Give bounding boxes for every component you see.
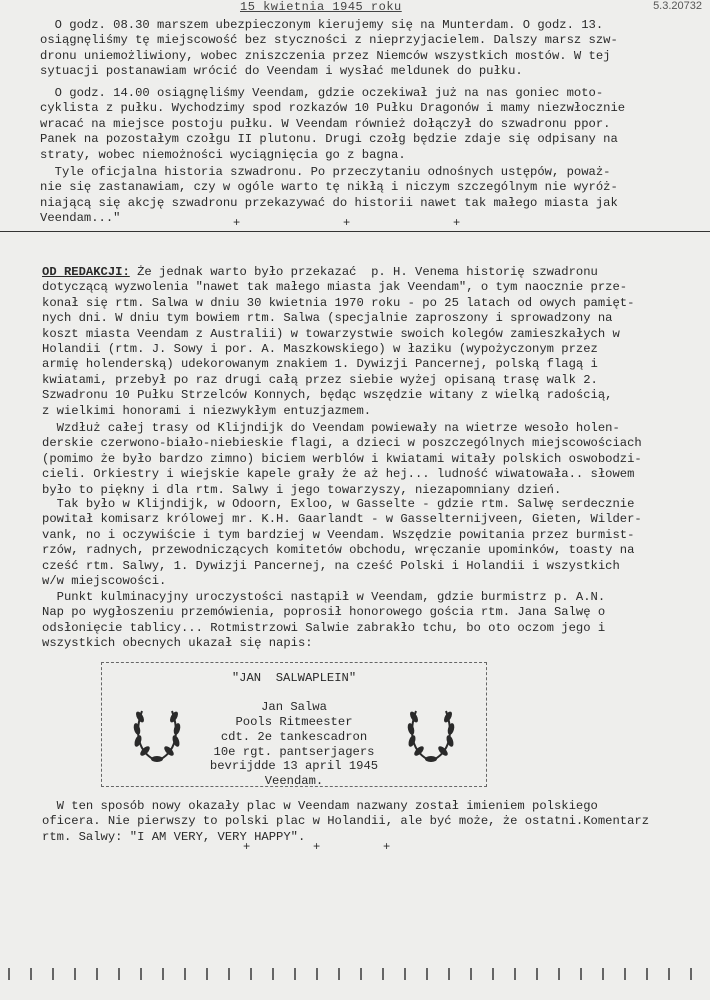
page-edge-ticks <box>0 968 710 988</box>
separator-mark: + <box>233 216 241 230</box>
plaque-line: bevrijdde 13 april 1945 <box>209 759 379 774</box>
closing-paragraph: W ten sposób nowy okazały plac w Veendam nazwany został imieniem polskiego oficera. Nie pierwszy to polski plac w Holandii, ale być może, że ostatni.Komentarz rtm. Salwy: "I AM VERY, VERY HAPPY". <box>42 799 650 844</box>
editorial-paragraph-4: Punkt kulminacyjny uroczystości nastąpił w Veendam, gdzie burmistrz p. A.N. Nap po wygłoszeniu przemówienia, poprosił honorowego gościa rtm. Jana Salwę o odsłonięcie tablicy... Rotmistrzowi Salwie zabrakło tchu, bo oto oczom jego i wszystkich obecnych ukazał się napis: <box>42 590 606 651</box>
plaque-line: "JAN SALWAPLEIN" <box>231 671 357 685</box>
separator-mark: + <box>343 216 351 230</box>
editorial-paragraph-2: Wzdłuż całej trasy od Klijndijk do Veendam powiewały na wietrze wesoło holen- derskie czerwono-biało-niebieskie flagi, a dzieci w poszczególnych miejscowościach (pomimo że było bardzo zimno) biciem werblów i kwiatami witały polskich oswobodzi- cieli. Orkiestry i wiejskie kapele grały że aż hej... ludność wiwatowała.. słowem było to piękny i dla rtm. Salwy i jego towarzyszy, niezapomniany dzień. <box>42 421 642 497</box>
plaque-line: 10e rgt. pantserjagers <box>213 744 375 759</box>
laurel-wreath-icon <box>128 703 186 765</box>
edge-tick <box>514 968 516 980</box>
edge-tick <box>250 968 252 980</box>
edge-tick <box>8 968 10 980</box>
edge-tick <box>448 968 450 980</box>
edge-tick <box>184 968 186 980</box>
archive-reference: 5.3.20732 <box>653 0 702 12</box>
edge-tick <box>162 968 164 980</box>
edge-tick <box>316 968 318 980</box>
edge-tick <box>206 968 208 980</box>
edge-tick <box>690 968 692 980</box>
laurel-wreath-icon <box>402 703 460 765</box>
edge-tick <box>118 968 120 980</box>
edge-tick <box>294 968 296 980</box>
edge-tick <box>30 968 32 980</box>
closing-mark: + <box>313 840 321 854</box>
edge-tick <box>52 968 54 980</box>
edge-tick <box>492 968 494 980</box>
edge-tick <box>646 968 648 980</box>
plaque-line <box>102 686 486 701</box>
section-divider <box>0 231 710 232</box>
date-header: 15 kwietnia 1945 roku <box>240 0 402 14</box>
edge-tick <box>74 968 76 980</box>
edge-tick <box>360 968 362 980</box>
closing-mark: + <box>383 840 391 854</box>
edge-tick <box>624 968 626 980</box>
edge-tick <box>580 968 582 980</box>
plaque-line: Pools Ritmeester <box>235 715 353 730</box>
edge-tick <box>536 968 538 980</box>
edge-tick <box>382 968 384 980</box>
edge-tick <box>426 968 428 980</box>
separator-mark: + <box>453 216 461 230</box>
report-paragraph-3: Tyle oficjalna historia szwadronu. Po przeczytaniu odnośnych ustępów, poważ- nie się zastanawiam, czy w ogóle warto tę nikłą i niczym szczególnym nie wyróż- niającą się akcję szwadronu przekazywać do historii nawet tak małego miasta jak Veendam..." <box>40 165 618 226</box>
plaque-inscription <box>101 662 487 787</box>
edge-tick <box>558 968 560 980</box>
closing-mark: + <box>243 840 251 854</box>
editorial-lead-text: Że jednak warto było przekazać p. H. Venema historię szwadronu dotyczącą wyzwolenia "nawet tak małego miasta jak Veendam", o tym naocznie prze- konał się rtm. Salwa w dniu 30 kwietnia 1970 roku - po 25 latach od owych pamięt- nych dni. W dniu tym bowiem rtm. Salwa (specjalnie zaproszony i sprowadzony na koszt miasta Veendam z Australii) w towarzystwie swoich kolegów zamieszkałych w Holandii (rtm. J. Sowy i por. A. Maszkowskiego) w łaziku (wypożyczonym przez armię holenderską) udekorowanym znakiem 1. Dywizji Pancernej, polską flagą i kwiatami, przebył po raz drugi całą przez siebie wyżej opisaną trasę walk 2. Szwadronu 10 Pułku Strzelców Konnych, będąc wszędzie witany z wielką radością, z wielkimi honorami i niezwykłym entuzjazmem. <box>42 265 635 418</box>
plaque-line: Jan Salwa <box>261 700 327 715</box>
edge-tick <box>404 968 406 980</box>
editorial-label: OD REDAKCJI: <box>42 265 130 279</box>
edge-tick <box>140 968 142 980</box>
plaque-line: Veendam. <box>264 773 324 788</box>
edge-tick <box>272 968 274 980</box>
edge-tick <box>470 968 472 980</box>
editorial-paragraph-3: Tak było w Klijndijk, w Odoorn, Exloo, w Gasselte - gdzie rtm. Salwę serdecznie powitał komisarz królowej mr. K.H. Gaarlandt - w Gasselternijveen, Gieten, Wilder- vank, no i oczywiście i tym bardziej w Veendam. Wszędzie powitania przez burmist- rzów, radnych, przewodniczących komitetów obchodu, wręczanie upominków, toasty na cześć rtm. Salwy, 1. Dywizji Pancernej, na cześć Polski i Holandii i wszystkich w/w miejscowości. <box>42 497 642 589</box>
plaque-line: cdt. 2e tankescadron <box>220 729 368 744</box>
report-paragraph-1: O godz. 08.30 marszem ubezpieczonym kierujemy się na Munterdam. O godz. 13. osiągnęliśmy tę miejscowość bez styczności z nieprzyjacielem. Dalszy marsz szw- dronu uniemożliwiony, wobec zniszczenia przez Niemców wszystkich mostów. W tej sytuacji postanawiam wrócić do Veendam i wysłać meldunek do pułku. <box>40 18 618 79</box>
edge-tick <box>228 968 230 980</box>
edge-tick <box>338 968 340 980</box>
report-paragraph-2: O godz. 14.00 osiągnęliśmy Veendam, gdzie oczekiwał już na nas goniec moto- cyklista z pułku. Wychodzimy spod rozkazów 10 Pułku Dragonów i mamy niezwłocznie wracać na miejsce postoju pułku. W Veendam również dołączył do szwadronu ppor. Panek na pozostałym czołgu II plutonu. Drugi czołg będzie zdaje się odpisany na straty, wobec niemożności wyciągnięcia go z bagna. <box>40 86 626 162</box>
edge-tick <box>96 968 98 980</box>
edge-tick <box>602 968 604 980</box>
editorial-paragraph-1 <box>42 265 634 419</box>
edge-tick <box>668 968 670 980</box>
